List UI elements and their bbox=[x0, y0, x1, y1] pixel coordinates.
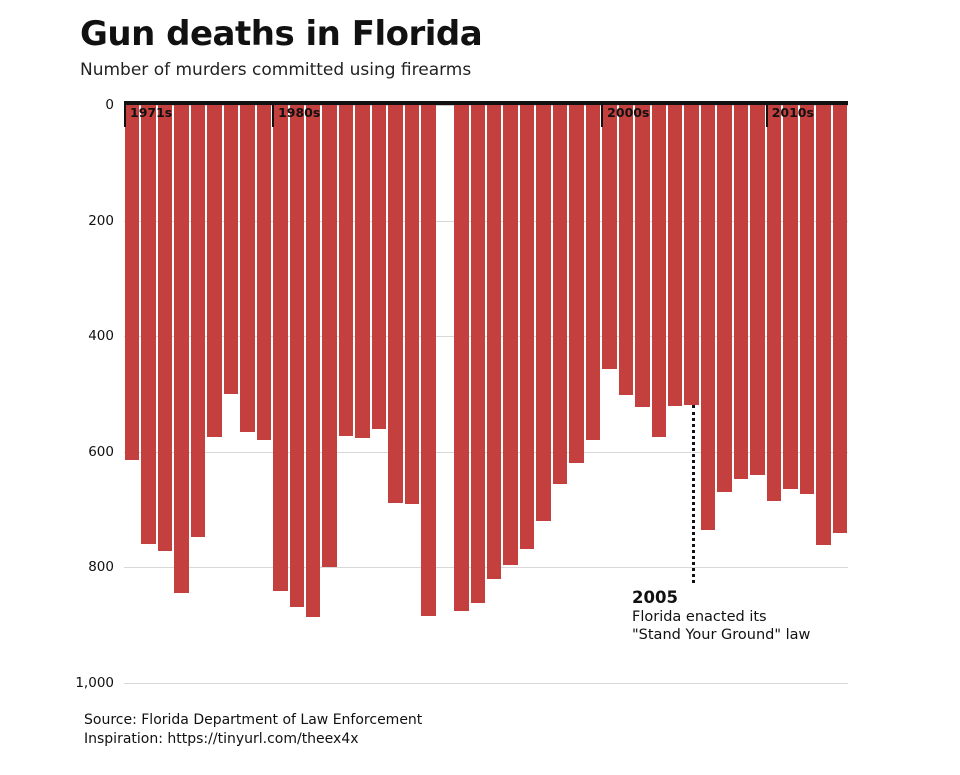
bar bbox=[602, 105, 616, 369]
bar bbox=[306, 105, 320, 617]
bar bbox=[684, 105, 698, 405]
bar bbox=[471, 105, 485, 603]
bar bbox=[240, 105, 254, 432]
bar bbox=[553, 105, 567, 484]
footer-inspiration: Inspiration: https://tinyurl.com/theex4x bbox=[84, 730, 359, 747]
bar bbox=[619, 105, 633, 395]
decade-label: 2010s bbox=[766, 105, 814, 127]
y-axis-tick-label: 400 bbox=[88, 328, 114, 345]
y-axis-tick-label: 1,000 bbox=[75, 675, 114, 691]
bar bbox=[816, 105, 830, 545]
bar bbox=[635, 105, 649, 407]
y-axis-tick-label: 0 bbox=[105, 97, 114, 113]
bar bbox=[833, 105, 847, 533]
bar bbox=[536, 105, 550, 521]
bar bbox=[372, 105, 386, 429]
bar bbox=[273, 105, 287, 591]
chart-footer bbox=[84, 711, 422, 749]
bar bbox=[339, 105, 353, 436]
decade-label: 1971s bbox=[124, 105, 172, 127]
bar bbox=[388, 105, 402, 503]
decade-label: 2000s bbox=[601, 105, 649, 127]
bar bbox=[783, 105, 797, 489]
bar bbox=[668, 105, 682, 406]
chart-title: Gun deaths in Florida bbox=[80, 14, 483, 54]
bar bbox=[503, 105, 517, 565]
annotation-marker-line bbox=[692, 405, 695, 583]
bar bbox=[734, 105, 748, 479]
annotation-text: Florida enacted its "Stand Your Ground" law bbox=[632, 609, 811, 644]
bar bbox=[405, 105, 419, 504]
annotation-year: 2005 bbox=[632, 588, 678, 607]
bar bbox=[652, 105, 666, 437]
bar bbox=[717, 105, 731, 492]
bar bbox=[800, 105, 814, 494]
bar bbox=[569, 105, 583, 463]
bar bbox=[257, 105, 271, 440]
y-axis-tick-label: 200 bbox=[88, 212, 114, 229]
bar bbox=[125, 105, 139, 460]
bar bbox=[767, 105, 781, 501]
bar bbox=[158, 105, 172, 551]
bar bbox=[701, 105, 715, 530]
y-axis-tick-label: 800 bbox=[88, 559, 114, 576]
gridline bbox=[124, 683, 848, 684]
bar bbox=[290, 105, 304, 607]
bar bbox=[322, 105, 336, 567]
bar bbox=[586, 105, 600, 440]
bar bbox=[207, 105, 221, 437]
bar bbox=[191, 105, 205, 537]
y-axis-tick-label: 600 bbox=[88, 443, 114, 460]
bar bbox=[487, 105, 501, 579]
bar bbox=[520, 105, 534, 549]
bar bbox=[355, 105, 369, 438]
chart-subtitle: Number of murders committed using firearms bbox=[80, 60, 472, 80]
bar bbox=[750, 105, 764, 475]
bar bbox=[174, 105, 188, 593]
bar bbox=[224, 105, 238, 394]
bar bbox=[454, 105, 468, 611]
footer-source: Source: Florida Department of Law Enforcement bbox=[84, 712, 423, 728]
bar bbox=[141, 105, 155, 544]
decade-label: 1980s bbox=[272, 105, 320, 127]
bar bbox=[421, 105, 435, 616]
annotation-block bbox=[632, 588, 812, 644]
